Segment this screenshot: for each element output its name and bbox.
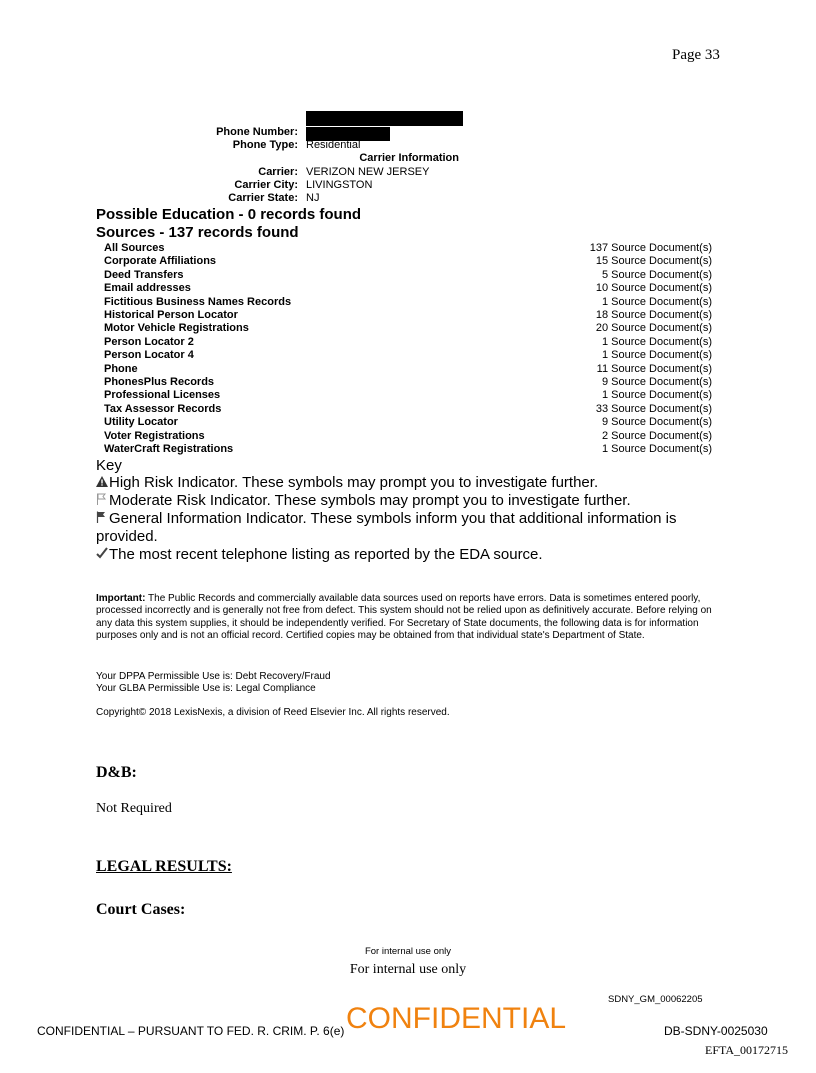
source-row: [104, 430, 712, 443]
sources-table: [104, 242, 712, 457]
source-name: Motor Vehicle Registrations: [104, 322, 249, 335]
source-count: 137 Source Document(s): [589, 242, 712, 254]
source-row: [104, 363, 712, 376]
source-row: [104, 349, 712, 362]
source-count: 20 Source Document(s): [595, 322, 712, 335]
sdny-bates-number: SDNY_GM_00062205: [608, 994, 703, 1005]
source-name: Utility Locator: [104, 416, 178, 429]
key-high-risk: [96, 474, 716, 492]
source-count: 18 Source Document(s): [595, 309, 712, 322]
carrier-label: Carrier:: [258, 166, 298, 178]
source-count: 9 Source Document(s): [601, 416, 712, 429]
source-row: [104, 443, 712, 456]
source-row: [104, 416, 712, 429]
dnb-heading: D&B:: [96, 764, 137, 781]
source-row: [104, 255, 712, 268]
confidential-footer: CONFIDENTIAL – PURSUANT TO FED. R. CRIM. P. 6(e): [37, 1024, 345, 1038]
confidential-stamp: CONFIDENTIAL: [346, 1002, 567, 1035]
source-name: Corporate Affiliations: [104, 255, 217, 268]
source-name: Voter Registrations: [104, 429, 205, 442]
source-count: 1 Source Document(s): [601, 389, 712, 402]
phone-type-value: Residential: [306, 139, 361, 151]
source-row: [104, 296, 712, 309]
important-notice: [96, 593, 721, 642]
source-row: [104, 403, 712, 416]
flag-icon: [96, 510, 109, 528]
key-general-info-text: General Information Indicator. These symbols inform you that additional information is provided.: [96, 510, 677, 545]
education-heading: Possible Education - 0 records found: [96, 206, 362, 223]
source-name: Phone: [104, 362, 138, 375]
source-name: Person Locator 4: [104, 349, 194, 362]
source-count: 5 Source Document(s): [601, 268, 712, 281]
key-high-risk-text: High Risk Indicator. These symbols may prompt you to investigate further.: [109, 474, 599, 491]
phone-type-label: Phone Type:: [232, 139, 298, 151]
sources-heading: Sources - 137 records found: [96, 224, 299, 241]
source-count: 33 Source Document(s): [595, 402, 712, 415]
source-count: 1 Source Document(s): [601, 443, 712, 456]
key-moderate-risk-text: Moderate Risk Indicator. These symbols may prompt you to investigate further.: [109, 492, 631, 509]
checkmark-icon: [96, 546, 109, 564]
key-title: Key: [96, 457, 122, 474]
source-name: Tax Assessor Records: [104, 402, 222, 415]
carrier-city-label: Carrier City:: [234, 179, 298, 191]
carrier-info-heading: Carrier Information: [359, 152, 459, 164]
source-name: Person Locator 2: [104, 335, 194, 348]
source-count: 2 Source Document(s): [601, 429, 712, 442]
source-name: Fictitious Business Names Records: [104, 295, 292, 308]
carrier-city-value: LIVINGSTON: [306, 179, 373, 191]
internal-use-small: For internal use only: [364, 946, 452, 957]
important-label: Important:: [96, 593, 146, 604]
outline-flag-icon: [96, 492, 109, 510]
db-bates-number: DB-SDNY-0025030: [664, 1024, 768, 1038]
source-row: [104, 309, 712, 322]
phone-number-label: Phone Number:: [216, 126, 298, 138]
source-name: PhonesPlus Records: [104, 376, 215, 389]
source-name: WaterCraft Registrations: [104, 443, 234, 456]
carrier-state-value: NJ: [306, 192, 320, 204]
source-name: Deed Transfers: [104, 268, 184, 281]
key-recent-listing: [96, 546, 716, 564]
key-recent-listing-text: The most recent telephone listing as reported by the EDA source.: [109, 546, 543, 563]
carrier-state-label: Carrier State:: [228, 192, 298, 204]
source-name: Historical Person Locator: [104, 309, 238, 322]
source-row: [104, 269, 712, 282]
source-row: [104, 282, 712, 295]
source-count: 15 Source Document(s): [595, 255, 712, 268]
source-count: 1 Source Document(s): [601, 295, 712, 308]
page-number: Page 33: [672, 47, 720, 63]
key-general-info: [96, 510, 716, 546]
carrier-value: VERIZON NEW JERSEY: [306, 166, 430, 178]
source-count: 11 Source Document(s): [596, 362, 712, 375]
efta-number: EFTA_00172715: [705, 1043, 789, 1057]
source-row: [104, 242, 712, 255]
source-name: Professional Licenses: [104, 389, 221, 402]
key-moderate-risk: [96, 492, 716, 510]
source-count: 1 Source Document(s): [601, 349, 712, 362]
source-row: [104, 376, 712, 389]
source-row: [104, 336, 712, 349]
redaction-bar: [306, 111, 463, 126]
source-count: 10 Source Document(s): [595, 282, 712, 295]
dppa-use: Your DPPA Permissible Use is: Debt Recovery/Fraud: [96, 671, 331, 682]
court-cases-heading: Court Cases:: [96, 901, 186, 918]
warning-triangle-icon: [96, 474, 109, 492]
internal-use-serif: For internal use only: [349, 962, 467, 977]
source-row: [104, 322, 712, 335]
source-count: 1 Source Document(s): [601, 335, 712, 348]
dnb-value: Not Required: [96, 801, 172, 816]
important-text: The Public Records and commercially available data sources used on reports have errors. Data is sometimes entered poorly, processed incorrectly and is generally not free from defect. This system should not be relied upon as definitively accurate. Before relying on any data this system supplies, it should be independently verified. For Secretary of State documents, the following data is for information purposes only and is not an official record. Certified copies may be obtained from that individual state's Department of State.: [96, 593, 712, 641]
source-row: [104, 389, 712, 402]
copyright-notice: Copyright© 2018 LexisNexis, a division of Reed Elsevier Inc. All rights reserved.: [96, 707, 450, 718]
source-name: Email addresses: [104, 282, 191, 295]
legal-results-heading: LEGAL RESULTS:: [96, 858, 232, 875]
source-count: 9 Source Document(s): [601, 376, 712, 389]
source-name: All Sources: [104, 242, 165, 254]
glba-use: Your GLBA Permissible Use is: Legal Compliance: [96, 683, 316, 694]
